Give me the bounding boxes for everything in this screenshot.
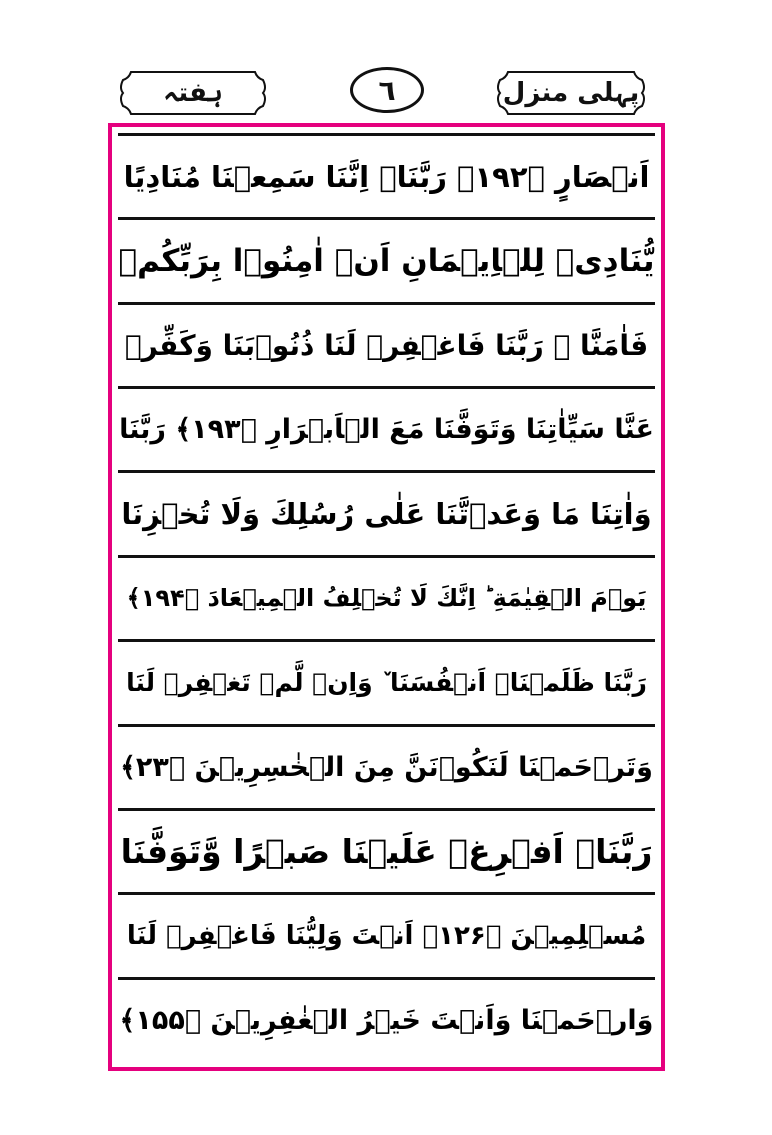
text-line-1: اَنۡصَارٍ ﴿۱۹۲﴾ رَبَّنَاۤ اِنَّنَا سَمِعۡنَا مُنَادِيًا <box>118 133 655 220</box>
text-line-5: وَاٰتِنَا مَا وَعَدۡتَّنَا عَلٰى رُسُلِكَ وَلَا تُخۡزِنَا <box>118 473 655 557</box>
text-line-11: وَارۡحَمۡنَا وَاَنۡتَ خَيۡرُ الۡغٰفِرِيۡنَ ﴿۱۵۵﴾ <box>119 1004 654 1036</box>
page-number-badge <box>350 67 424 113</box>
text-lines <box>118 133 655 1061</box>
manzil-label-cartouche <box>494 64 648 122</box>
text-line-6: يَوۡمَ الۡقِيٰمَةِ ؕ اِنَّكَ لَا تُخۡلِفُ الۡمِيۡعَادَ ﴿۱۹۴﴾ <box>118 558 655 642</box>
text-line-2: يُّنَادِىۡ لِلۡاِيۡمَانِ اَنۡ اٰمِنُوۡا بِرَبِّكُمۡ <box>118 220 655 304</box>
text-frame <box>108 123 665 1071</box>
text-line-4: عَنَّا سَيِّاٰتِنَا وَتَوَفَّنَا مَعَ الۡاَبۡرَارِ ﴿۱۹۳﴾ رَبَّنَا <box>118 389 655 473</box>
day-label: ہفتہ <box>163 78 223 108</box>
text-line-3: فَاٰمَنَّا ۖ رَبَّنَا فَاغۡفِرۡ لَنَا ذُنُوۡبَنَا وَكَفِّرۡ <box>118 305 655 389</box>
text-line-9: رَبَّنَاۤ اَفۡرِغۡ عَلَيۡنَا صَبۡرًا وَّتَوَفَّنَا <box>118 811 655 895</box>
text-line-10: مُسۡلِمِيۡنَ ﴿۱۲۶﴾ اَنۡتَ وَلِيُّنَا فَاغۡفِرۡ لَنَا <box>118 895 655 979</box>
text-line-8: وَتَرۡحَمۡنَا لَنَكُوۡنَنَّ مِنَ الۡخٰسِرِيۡنَ ﴿۲۳﴾ <box>118 727 655 811</box>
page-header <box>0 0 772 120</box>
day-label-cartouche <box>117 64 269 122</box>
text-line-7: رَبَّنَا ظَلَمۡنَاۤ اَنۡفُسَنَا ٚ وَاِنۡ لَّمۡ تَغۡفِرۡ لَنَا <box>118 642 655 726</box>
page-number: ٦ <box>378 73 396 107</box>
manzil-label: پہلی منزل <box>502 78 640 108</box>
